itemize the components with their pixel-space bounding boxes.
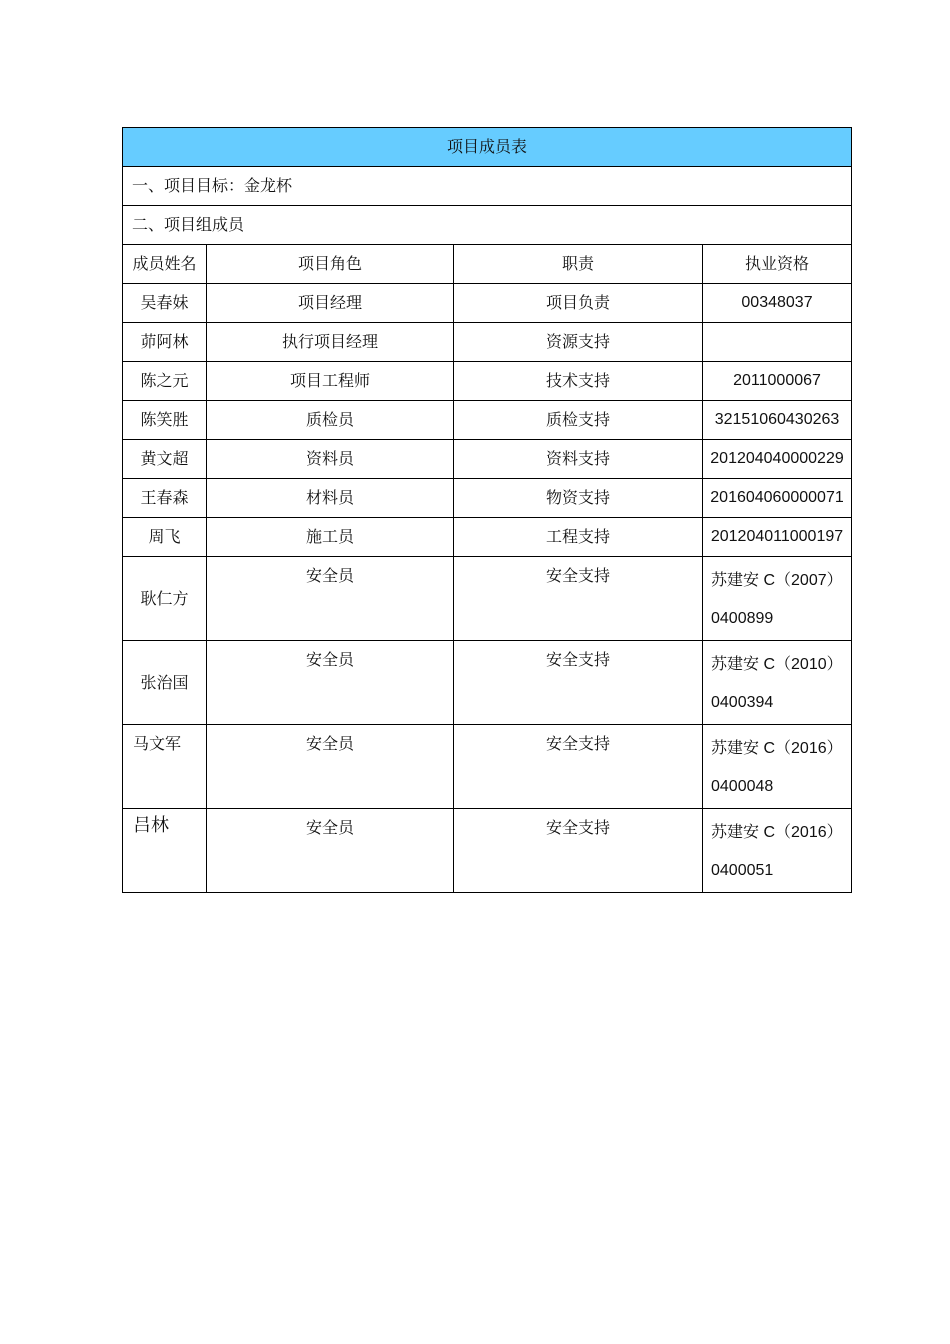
- certificate-number: 0400899: [711, 610, 774, 627]
- member-duty: 工程支持: [454, 518, 703, 557]
- column-header-qualification: 执业资格: [703, 245, 852, 284]
- member-name: 吴春妹: [123, 284, 207, 323]
- member-name: 黄文超: [123, 440, 207, 479]
- certificate-class-year: C（2007）: [759, 572, 843, 589]
- member-duty: 资料支持: [454, 440, 703, 479]
- table-row: [123, 518, 852, 557]
- member-role: 安全员: [207, 557, 454, 641]
- table-row: [123, 401, 852, 440]
- member-qualification: 201204040000229: [703, 440, 852, 479]
- member-duty: 安全支持: [454, 725, 703, 809]
- members-heading: 二、项目组成员: [123, 206, 852, 245]
- member-role: 项目工程师: [207, 362, 454, 401]
- member-role: 资料员: [207, 440, 454, 479]
- member-qualification: [703, 323, 852, 362]
- member-qualification: [703, 557, 852, 641]
- member-name: 耿仁方: [123, 557, 207, 641]
- table-row: [123, 323, 852, 362]
- member-name: 王春森: [123, 479, 207, 518]
- member-name: 张治国: [123, 641, 207, 725]
- certificate-number: 0400394: [711, 694, 774, 711]
- certificate-number: 0400048: [711, 778, 774, 795]
- member-name: 周飞: [123, 518, 207, 557]
- certificate-class-year: C（2016）: [759, 740, 843, 757]
- member-name: 陈笑胜: [123, 401, 207, 440]
- table-row: [123, 557, 852, 641]
- certificate-prefix: 苏建安: [711, 822, 760, 841]
- certificate-number: 0400051: [711, 862, 774, 879]
- member-name: 茆阿林: [123, 323, 207, 362]
- column-header-row: [123, 245, 852, 284]
- member-duty: 安全支持: [454, 809, 703, 893]
- member-role: 施工员: [207, 518, 454, 557]
- member-name: 吕林: [123, 809, 207, 893]
- member-role: 质检员: [207, 401, 454, 440]
- table-row: [123, 440, 852, 479]
- member-qualification: 00348037: [703, 284, 852, 323]
- member-qualification: [703, 725, 852, 809]
- table-title: 项目成员表: [123, 128, 852, 167]
- member-role: 项目经理: [207, 284, 454, 323]
- member-qualification: 32151060430263: [703, 401, 852, 440]
- column-header-name: 成员姓名: [123, 245, 207, 284]
- member-duty: 项目负责: [454, 284, 703, 323]
- table-row: [123, 479, 852, 518]
- certificate-prefix: 苏建安: [711, 738, 760, 757]
- table-row: [123, 284, 852, 323]
- member-duty: 质检支持: [454, 401, 703, 440]
- member-duty: 技术支持: [454, 362, 703, 401]
- member-name: 马文军: [123, 725, 207, 809]
- certificate-prefix: 苏建安: [711, 654, 760, 673]
- member-role: 安全员: [207, 725, 454, 809]
- member-duty: 安全支持: [454, 557, 703, 641]
- table-row: [123, 725, 852, 809]
- column-header-duty: 职责: [454, 245, 703, 284]
- table-row: [123, 641, 852, 725]
- member-role: 执行项目经理: [207, 323, 454, 362]
- member-qualification: [703, 809, 852, 893]
- title-row: [123, 128, 852, 167]
- member-qualification: 201604060000071: [703, 479, 852, 518]
- table-row: [123, 362, 852, 401]
- column-header-role: 项目角色: [207, 245, 454, 284]
- member-qualification: 2011000067: [703, 362, 852, 401]
- certificate-prefix: 苏建安: [711, 570, 760, 589]
- member-name: 陈之元: [123, 362, 207, 401]
- member-duty: 安全支持: [454, 641, 703, 725]
- member-qualification: [703, 641, 852, 725]
- member-role: 安全员: [207, 809, 454, 893]
- project-goal: 一、项目目标：金龙杯: [123, 167, 852, 206]
- certificate-class-year: C（2016）: [759, 824, 843, 841]
- members-heading-row: [123, 206, 852, 245]
- member-qualification: 201204011000197: [703, 518, 852, 557]
- member-role: 安全员: [207, 641, 454, 725]
- member-duty: 资源支持: [454, 323, 703, 362]
- member-role: 材料员: [207, 479, 454, 518]
- member-duty: 物资支持: [454, 479, 703, 518]
- table-row: [123, 809, 852, 893]
- project-members-table: [122, 127, 852, 893]
- goal-row: [123, 167, 852, 206]
- certificate-class-year: C（2010）: [759, 656, 843, 673]
